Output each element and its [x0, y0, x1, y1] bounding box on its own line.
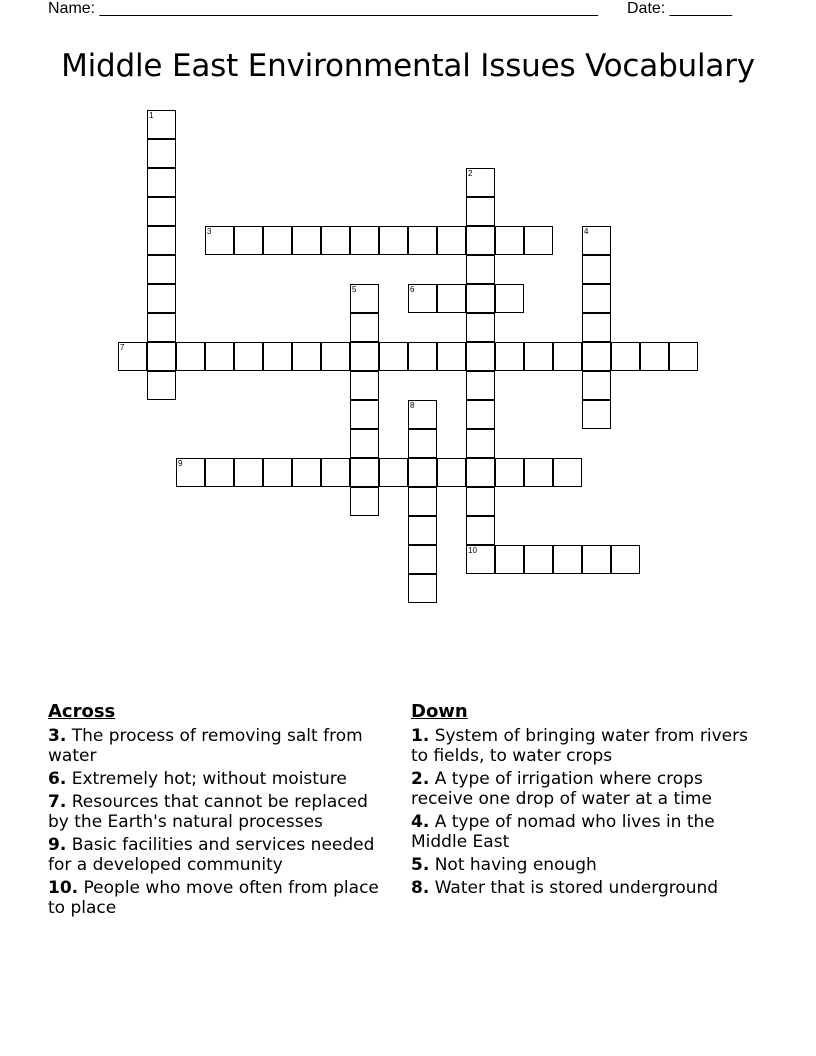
grid-cell[interactable] [495, 284, 524, 313]
grid-cell[interactable] [234, 226, 263, 255]
grid-cell[interactable] [321, 342, 350, 371]
grid-cell[interactable] [524, 458, 553, 487]
clue-number: 5. [411, 855, 430, 875]
clue-number: 9. [48, 835, 67, 855]
grid-cell[interactable] [118, 342, 147, 371]
grid-cell[interactable] [147, 342, 176, 371]
clue-number: 7 [120, 343, 125, 352]
clue-number: 5 [352, 285, 357, 294]
grid-cell[interactable] [466, 313, 495, 342]
grid-cell[interactable] [147, 197, 176, 226]
grid-cell[interactable] [408, 458, 437, 487]
grid-cell[interactable] [176, 458, 205, 487]
grid-cell[interactable] [292, 458, 321, 487]
clue-number: 3. [48, 726, 67, 746]
grid-cell[interactable] [582, 371, 611, 400]
grid-cell[interactable] [147, 313, 176, 342]
clue-number: 10 [468, 546, 477, 555]
clue-number: 10. [48, 878, 79, 898]
grid-cell[interactable] [147, 226, 176, 255]
clue-number: 3 [207, 227, 212, 236]
grid-cell[interactable] [350, 400, 379, 429]
clue-text: Not having enough [434, 855, 597, 875]
grid-cell[interactable] [582, 342, 611, 371]
grid-cell[interactable] [582, 284, 611, 313]
clue-text: A type of irrigation where crops receive one drop of water at a time [411, 769, 712, 809]
grid-cell[interactable] [466, 342, 495, 371]
grid-cell[interactable] [466, 458, 495, 487]
grid-cell[interactable] [263, 342, 292, 371]
across-clue [48, 726, 388, 766]
clue-text: Resources that cannot be replaced by the Earth's natural processes [48, 792, 368, 832]
grid-cell[interactable] [408, 342, 437, 371]
grid-cell[interactable] [147, 139, 176, 168]
grid-cell[interactable] [466, 168, 495, 197]
grid-cell[interactable] [379, 342, 408, 371]
grid-cell[interactable] [350, 284, 379, 313]
page-title: Middle East Environmental Issues Vocabulary [61, 48, 755, 84]
clue-number: 4 [584, 227, 589, 236]
grid-cell[interactable] [437, 458, 466, 487]
grid-cell[interactable] [350, 313, 379, 342]
grid-cell[interactable] [582, 400, 611, 429]
grid-cell[interactable] [321, 226, 350, 255]
clue-text: The process of removing salt from water [48, 726, 363, 766]
clue-number: 8. [411, 878, 430, 898]
down-heading: Down [411, 701, 468, 722]
grid-cell[interactable] [437, 226, 466, 255]
across-clue [48, 792, 388, 832]
down-clue [411, 855, 761, 875]
across-clue [48, 769, 388, 789]
clue-number: 6 [410, 285, 415, 294]
grid-cell[interactable] [582, 226, 611, 255]
grid-cell[interactable] [495, 458, 524, 487]
grid-cell[interactable] [611, 545, 640, 574]
clue-text: A type of nomad who lives in the Middle East [411, 812, 715, 852]
grid-cell[interactable] [147, 284, 176, 313]
grid-cell[interactable] [466, 197, 495, 226]
clue-number: 1. [411, 726, 430, 746]
grid-cell[interactable] [408, 429, 437, 458]
grid-cell[interactable] [466, 226, 495, 255]
grid-cell[interactable] [466, 255, 495, 284]
grid-cell[interactable] [147, 371, 176, 400]
grid-cell[interactable] [553, 342, 582, 371]
grid-cell[interactable] [205, 226, 234, 255]
clue-number: 4. [411, 812, 430, 832]
grid-cell[interactable] [553, 545, 582, 574]
across-clue-list [48, 726, 388, 918]
grid-cell[interactable] [147, 110, 176, 139]
grid-cell[interactable] [408, 487, 437, 516]
grid-cell[interactable] [321, 458, 350, 487]
clue-text: Water that is stored underground [434, 878, 719, 898]
grid-cell[interactable] [292, 342, 321, 371]
down-clue-list [411, 726, 761, 898]
grid-cell[interactable] [350, 226, 379, 255]
grid-cell[interactable] [466, 516, 495, 545]
grid-cell[interactable] [350, 429, 379, 458]
grid-cell[interactable] [582, 255, 611, 284]
grid-cell[interactable] [234, 458, 263, 487]
grid-cell[interactable] [466, 371, 495, 400]
grid-cell[interactable] [379, 458, 408, 487]
grid-cell[interactable] [437, 284, 466, 313]
grid-cell[interactable] [408, 284, 437, 313]
clue-number: 2. [411, 769, 430, 789]
down-clue [411, 878, 761, 898]
name-field[interactable]: Name: ________________________________________________________ [48, 0, 598, 17]
down-clues [411, 701, 761, 901]
grid-cell[interactable] [350, 371, 379, 400]
grid-cell[interactable] [350, 487, 379, 516]
grid-cell[interactable] [495, 545, 524, 574]
grid-cell[interactable] [350, 458, 379, 487]
clue-number: 9 [178, 459, 183, 468]
grid-cell[interactable] [408, 545, 437, 574]
grid-cell[interactable] [582, 545, 611, 574]
grid-cell[interactable] [147, 168, 176, 197]
grid-cell[interactable] [205, 458, 234, 487]
grid-cell[interactable] [466, 545, 495, 574]
grid-cell[interactable] [466, 400, 495, 429]
grid-cell[interactable] [611, 342, 640, 371]
clue-number: 1 [149, 111, 154, 120]
clue-number: 8 [410, 401, 415, 410]
grid-cell[interactable] [582, 313, 611, 342]
across-clues [48, 701, 388, 921]
grid-cell[interactable] [495, 226, 524, 255]
down-clue [411, 726, 761, 766]
grid-cell[interactable] [553, 458, 582, 487]
grid-cell[interactable] [466, 487, 495, 516]
grid-cell[interactable] [669, 342, 698, 371]
across-heading: Across [48, 701, 116, 722]
grid-cell[interactable] [234, 342, 263, 371]
clue-text: Extremely hot; without moisture [71, 769, 347, 789]
grid-cell[interactable] [263, 226, 292, 255]
grid-cell[interactable] [350, 342, 379, 371]
grid-cell[interactable] [147, 255, 176, 284]
grid-cell[interactable] [408, 574, 437, 603]
grid-cell[interactable] [466, 284, 495, 313]
grid-cell[interactable] [524, 342, 553, 371]
grid-cell[interactable] [408, 226, 437, 255]
across-clue [48, 878, 388, 918]
clue-number: 7. [48, 792, 67, 812]
clue-number: 2 [468, 169, 473, 178]
date-field[interactable]: Date: _______ [627, 0, 732, 17]
clue-text: System of bringing water from rivers to fields, to water crops [411, 726, 748, 766]
grid-cell[interactable] [205, 342, 234, 371]
grid-cell[interactable] [408, 516, 437, 545]
down-clue [411, 812, 761, 852]
grid-cell[interactable] [524, 226, 553, 255]
grid-cell[interactable] [379, 226, 408, 255]
across-clue [48, 835, 388, 875]
grid-cell[interactable] [495, 342, 524, 371]
grid-cell[interactable] [437, 342, 466, 371]
grid-cell[interactable] [640, 342, 669, 371]
grid-cell[interactable] [466, 429, 495, 458]
grid-cell[interactable] [408, 400, 437, 429]
grid-cell[interactable] [524, 545, 553, 574]
grid-cell[interactable] [176, 342, 205, 371]
clue-number: 6. [48, 769, 67, 789]
grid-cell[interactable] [292, 226, 321, 255]
clue-text: Basic facilities and services needed for a developed community [48, 835, 375, 875]
clue-text: People who move often from place to place [48, 878, 379, 918]
down-clue [411, 769, 761, 809]
grid-cell[interactable] [263, 458, 292, 487]
